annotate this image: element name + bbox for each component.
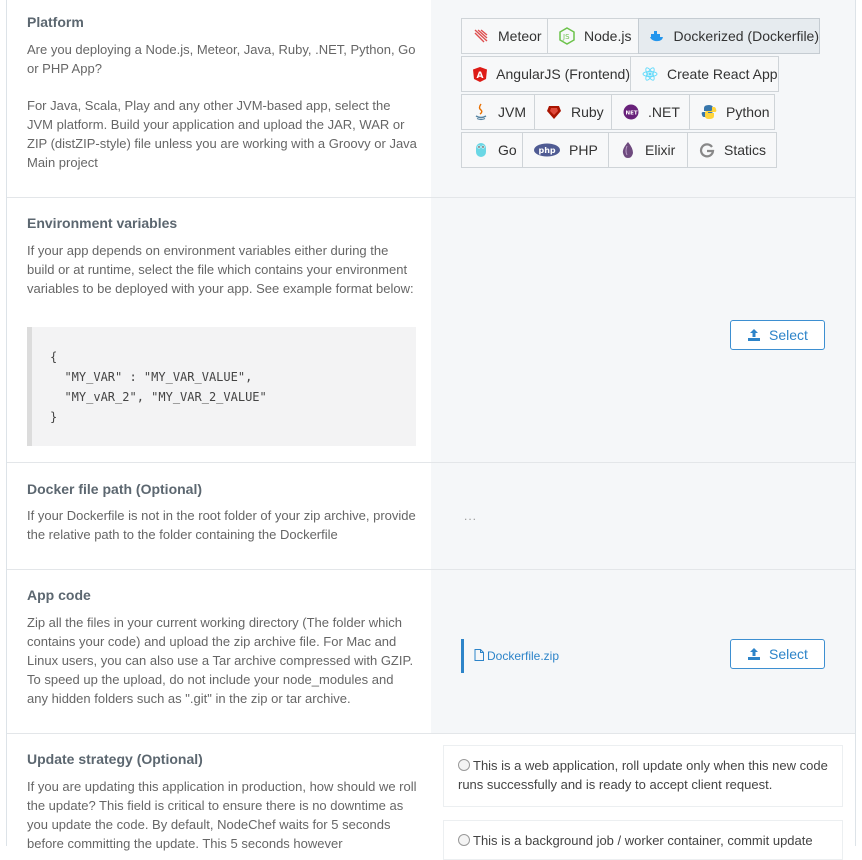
platform-label: Ruby — [571, 104, 604, 120]
platform-label: .NET — [648, 104, 680, 120]
platform-button-dotnet[interactable] — [611, 94, 690, 130]
upload-icon — [747, 647, 761, 661]
platform-label: Statics — [724, 142, 767, 158]
platform-label: Python — [726, 104, 770, 120]
deploy-form — [6, 0, 856, 851]
platform-button-docker[interactable] — [638, 18, 820, 54]
java-icon — [472, 103, 490, 121]
appcode-section — [7, 570, 855, 734]
update-section — [7, 734, 855, 851]
update-title: Update strategy (Optional) — [27, 751, 203, 767]
svg-text:JS: JS — [563, 33, 570, 41]
file-icon — [474, 649, 484, 664]
dockerpath-left — [7, 463, 431, 569]
platform-right — [431, 0, 855, 197]
platform-button-ruby[interactable] — [534, 94, 612, 130]
upload-icon — [747, 328, 761, 342]
appcode-desc: Zip all the files in your current working directory (The folder which contains your code) and upload the zip archive file. For Mac and Linux users, you can also use a Tar archive compressed with GZIP. To speed up the upload, do not include your node_modules and any hidden folders such as ".git" in the zip or tar archive. — [27, 615, 414, 706]
svg-text:php: php — [538, 146, 556, 155]
svg-text:NET: NET — [625, 110, 638, 117]
docker-icon — [649, 27, 666, 45]
statics-icon — [698, 141, 716, 159]
appcode-right — [431, 570, 855, 733]
platform-desc-2: For Java, Scala, Play and any other JVM-based app, select the JVM platform. Build your application and upload the JAR, WAR or ZIP (distZIP-style) file unless you are working with a Groovy or Java Main project — [27, 98, 417, 170]
platform-label: Elixir — [645, 142, 676, 158]
platform-section — [7, 0, 855, 198]
dockerpath-right — [431, 463, 855, 569]
appcode-left — [7, 570, 431, 733]
platform-button-php[interactable] — [522, 132, 609, 168]
select-label: Select — [769, 646, 808, 662]
dockerpath-section — [7, 463, 855, 570]
platform-button-angular[interactable] — [461, 56, 631, 92]
php-icon — [533, 141, 561, 159]
platform-label: JVM — [498, 104, 526, 120]
dockerpath-title: Docker file path (Optional) — [27, 481, 203, 497]
platform-label: PHP — [569, 142, 598, 158]
platform-label: Create React App — [667, 66, 778, 82]
react-icon — [641, 65, 659, 83]
platform-label: Node.js — [584, 28, 632, 44]
update-desc: If you are updating this application in production, how should we roll the update? This field is critical to ensure there is no downtime as you update the code. By default, NodeChef waits for 5 seconds before committing the update. This 5 seconds however — [27, 779, 417, 851]
go-icon — [472, 141, 490, 159]
env-left — [7, 198, 431, 462]
angular-icon — [472, 65, 488, 83]
platform-label: Dockerized (Dockerfile) — [673, 28, 819, 44]
env-section — [7, 198, 855, 463]
env-example-code: { "MY_VAR" : "MY_VAR_VALUE", "MY_vAR_2", "MY_VAR_2_VALUE" } — [27, 327, 416, 446]
nodejs-icon — [558, 27, 576, 45]
radio-web[interactable] — [458, 759, 470, 771]
platform-button-python[interactable] — [689, 94, 775, 130]
select-label: Select — [769, 327, 808, 343]
dockerpath-desc: If your Dockerfile is not in the root folder of your zip archive, provide the relative path to the folder containing the Dockerfile — [27, 508, 416, 542]
platform-button-statics[interactable] — [687, 132, 777, 168]
dotnet-icon — [622, 103, 640, 121]
platform-button-react[interactable] — [630, 56, 779, 92]
uploaded-file[interactable] — [461, 639, 559, 673]
svg-text:A: A — [476, 70, 484, 81]
option-web-label: This is a web application, roll update only when this new code runs successfully and is ready to accept client request. — [458, 758, 828, 792]
env-title: Environment variables — [27, 215, 178, 231]
env-desc: If your app depends on environment variables either during the build or at runtime, select the file which contains your environment variables to be deployed with your app. See example format below: — [27, 243, 414, 296]
ruby-icon — [545, 103, 563, 121]
platform-button-jvm[interactable] — [461, 94, 535, 130]
env-select-button[interactable] — [730, 320, 825, 350]
platform-button-nodejs[interactable] — [547, 18, 639, 54]
meteor-icon — [472, 27, 490, 45]
platform-button-go[interactable] — [461, 132, 523, 168]
env-right — [431, 198, 855, 462]
platform-desc-1: Are you deploying a Node.js, Meteor, Java, Ruby, .NET, Python, Go or PHP App? — [27, 42, 416, 76]
update-option-worker[interactable] — [443, 820, 843, 860]
platform-label: AngularJS (Frontend) — [496, 66, 630, 82]
platform-button-meteor[interactable] — [461, 18, 548, 54]
update-right — [431, 734, 855, 846]
radio-worker[interactable] — [458, 834, 470, 846]
elixir-icon — [619, 141, 637, 159]
platform-left — [7, 0, 431, 197]
update-option-web[interactable] — [443, 745, 843, 807]
appcode-select-button[interactable] — [730, 639, 825, 669]
platform-button-elixir[interactable] — [608, 132, 688, 168]
platform-label: Go — [498, 142, 517, 158]
dockerpath-input[interactable]: ... — [464, 509, 478, 523]
update-left — [7, 734, 431, 851]
option-worker-label: This is a background job / worker container, commit update — [473, 833, 813, 848]
platform-title: Platform — [27, 14, 84, 30]
python-icon — [700, 103, 718, 121]
file-name: Dockerfile.zip — [487, 649, 560, 663]
platform-label: Meteor — [498, 28, 542, 44]
appcode-title: App code — [27, 587, 91, 603]
